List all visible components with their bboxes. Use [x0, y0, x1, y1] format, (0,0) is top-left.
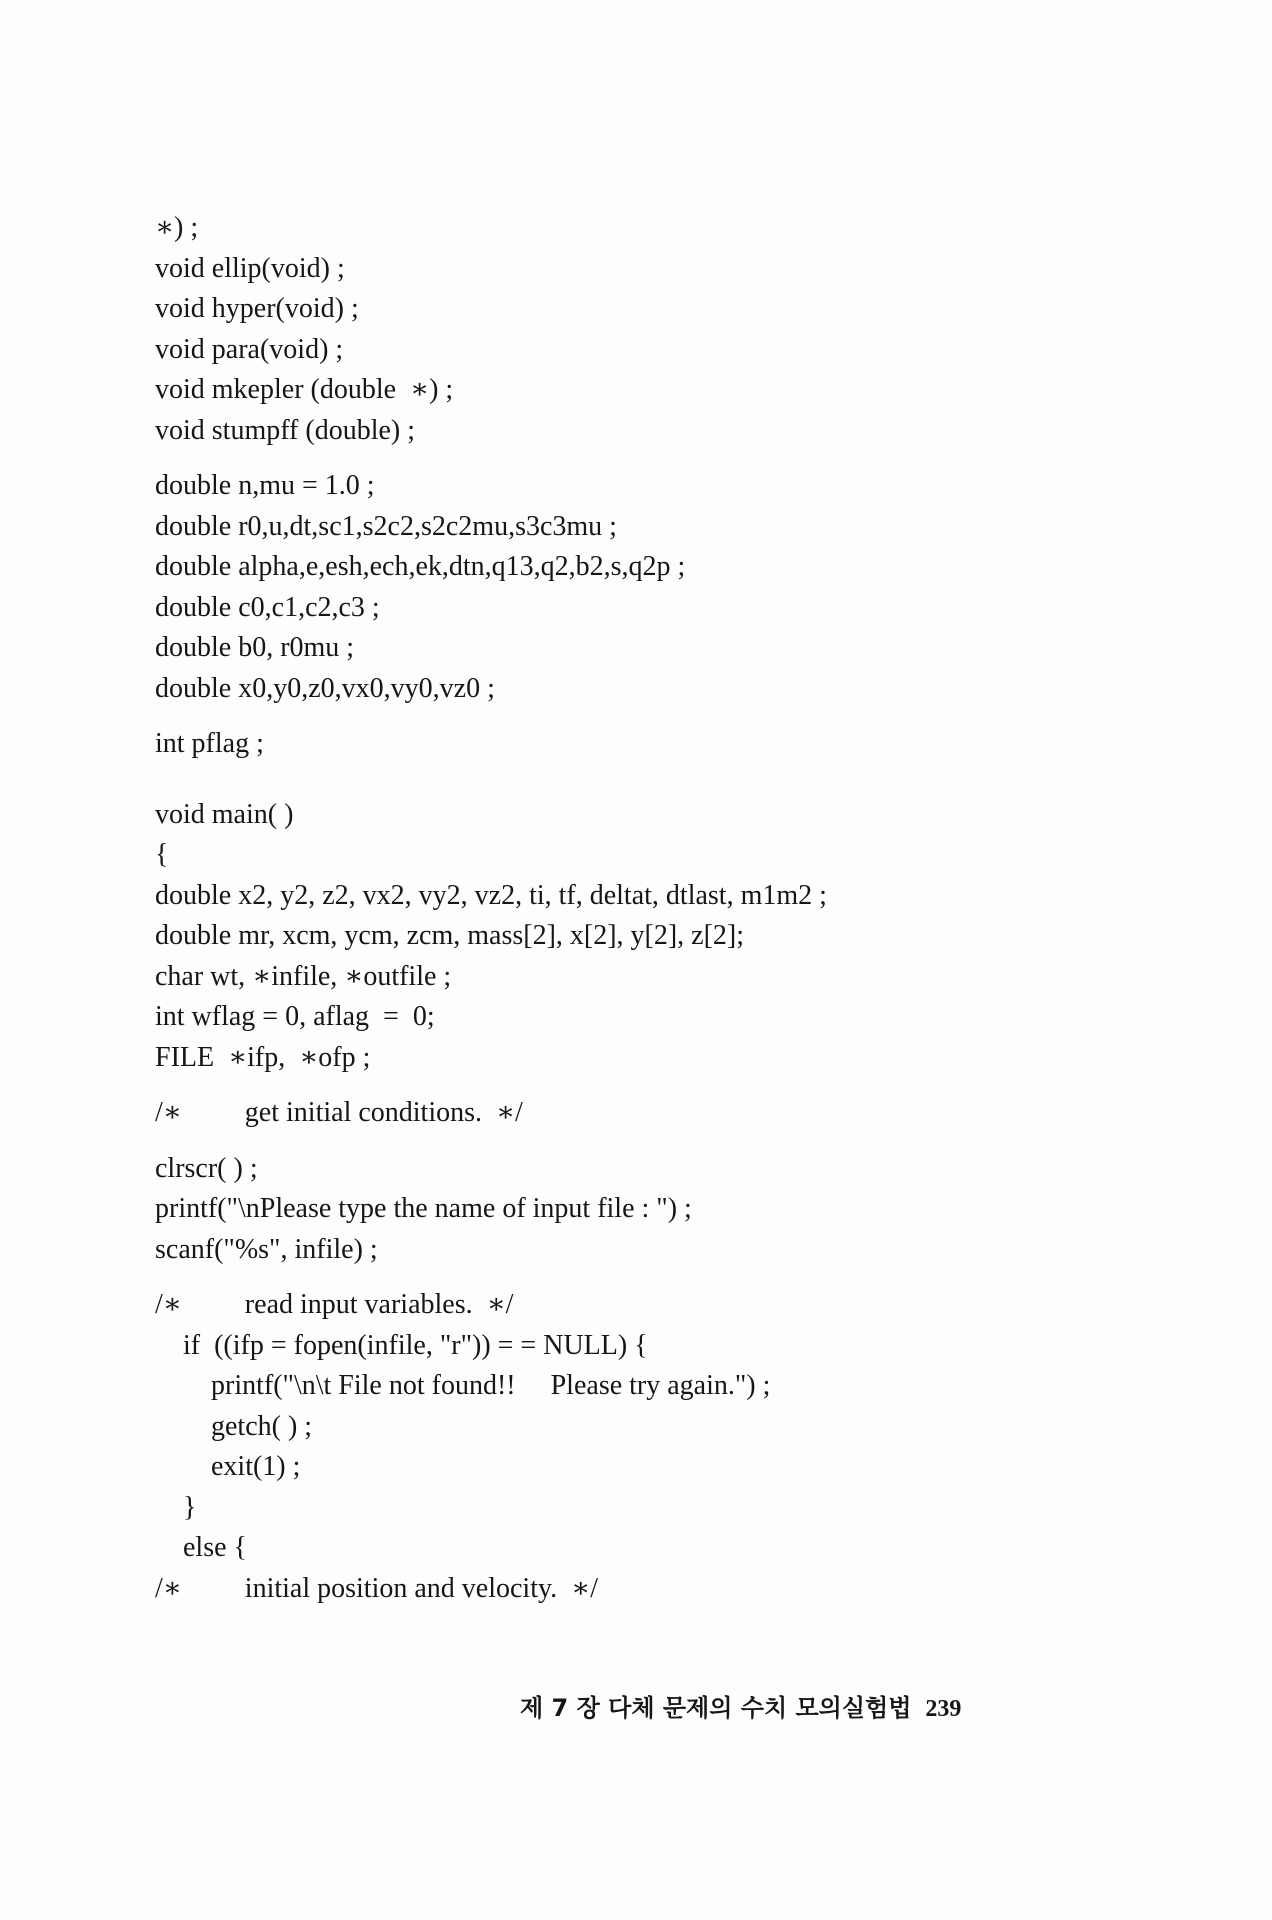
page-footer — [520, 1688, 1020, 1728]
code-line: exit(1) ; — [211, 1451, 301, 1482]
code-line: int wflag = 0, aflag = 0; — [155, 1001, 435, 1032]
code-line: double alpha,e,esh,ech,ek,dtn,q13,q2,b2,s,q2p ; — [155, 551, 686, 582]
code-line: clrscr( ) ; — [155, 1152, 258, 1184]
page-number: 239 — [925, 1696, 962, 1722]
code-line: double x2, y2, z2, vx2, vy2, vz2, ti, tf, deltat, dtlast, m1m2 ; — [155, 879, 827, 911]
code-line: getch( ) ; — [211, 1410, 313, 1442]
code-comment: /∗ read input variables. ∗/ — [155, 1289, 514, 1320]
code-line: if ((ifp = fopen(infile, "r")) = = NULL) { — [183, 1329, 648, 1361]
code-line: } — [183, 1491, 197, 1523]
code-line: printf("\n\t File not found!! Please try again.") ; — [211, 1370, 771, 1401]
code-line: void mkepler (double ∗) ; — [155, 374, 454, 405]
code-line: double n,mu = 1.0 ; — [155, 470, 375, 501]
code-line: FILE ∗ifp, ∗ofp ; — [155, 1041, 371, 1073]
code-line: char wt, ∗infile, ∗outfile ; — [155, 960, 452, 992]
chapter-title: 제 7 장 다체 문제의 수치 모의실험법 — [520, 1694, 912, 1722]
code-line: double mr, xcm, ycm, zcm, mass[2], x[2], y[2], z[2]; — [155, 920, 745, 951]
code-line: double r0,u,dt,sc1,s2c2,s2c2mu,s3c3mu ; — [155, 510, 617, 542]
code-line: else { — [183, 1532, 247, 1563]
code-line: ∗) ; — [155, 212, 199, 243]
code-comment: /∗ initial position and velocity. ∗/ — [155, 1572, 598, 1604]
code-listing — [155, 208, 1155, 1609]
code-line: void stumpff (double) ; — [155, 414, 416, 446]
code-line: void hyper(void) ; — [155, 293, 359, 324]
code-line: void para(void) ; — [155, 333, 344, 365]
code-line: void main( ) — [155, 798, 294, 830]
code-line: double x0,y0,z0,vx0,vy0,vz0 ; — [155, 672, 495, 704]
code-line: printf("\nPlease type the name of input file : ") ; — [155, 1193, 692, 1224]
code-line: scanf("%s", infile) ; — [155, 1233, 378, 1265]
code-line: int pflag ; — [155, 728, 264, 759]
code-line: double b0, r0mu ; — [155, 632, 355, 663]
code-line: { — [155, 839, 169, 870]
code-line: double c0,c1,c2,c3 ; — [155, 591, 380, 623]
code-line: void ellip(void) ; — [155, 252, 345, 284]
code-comment: /∗ get initial conditions. ∗/ — [155, 1097, 523, 1128]
